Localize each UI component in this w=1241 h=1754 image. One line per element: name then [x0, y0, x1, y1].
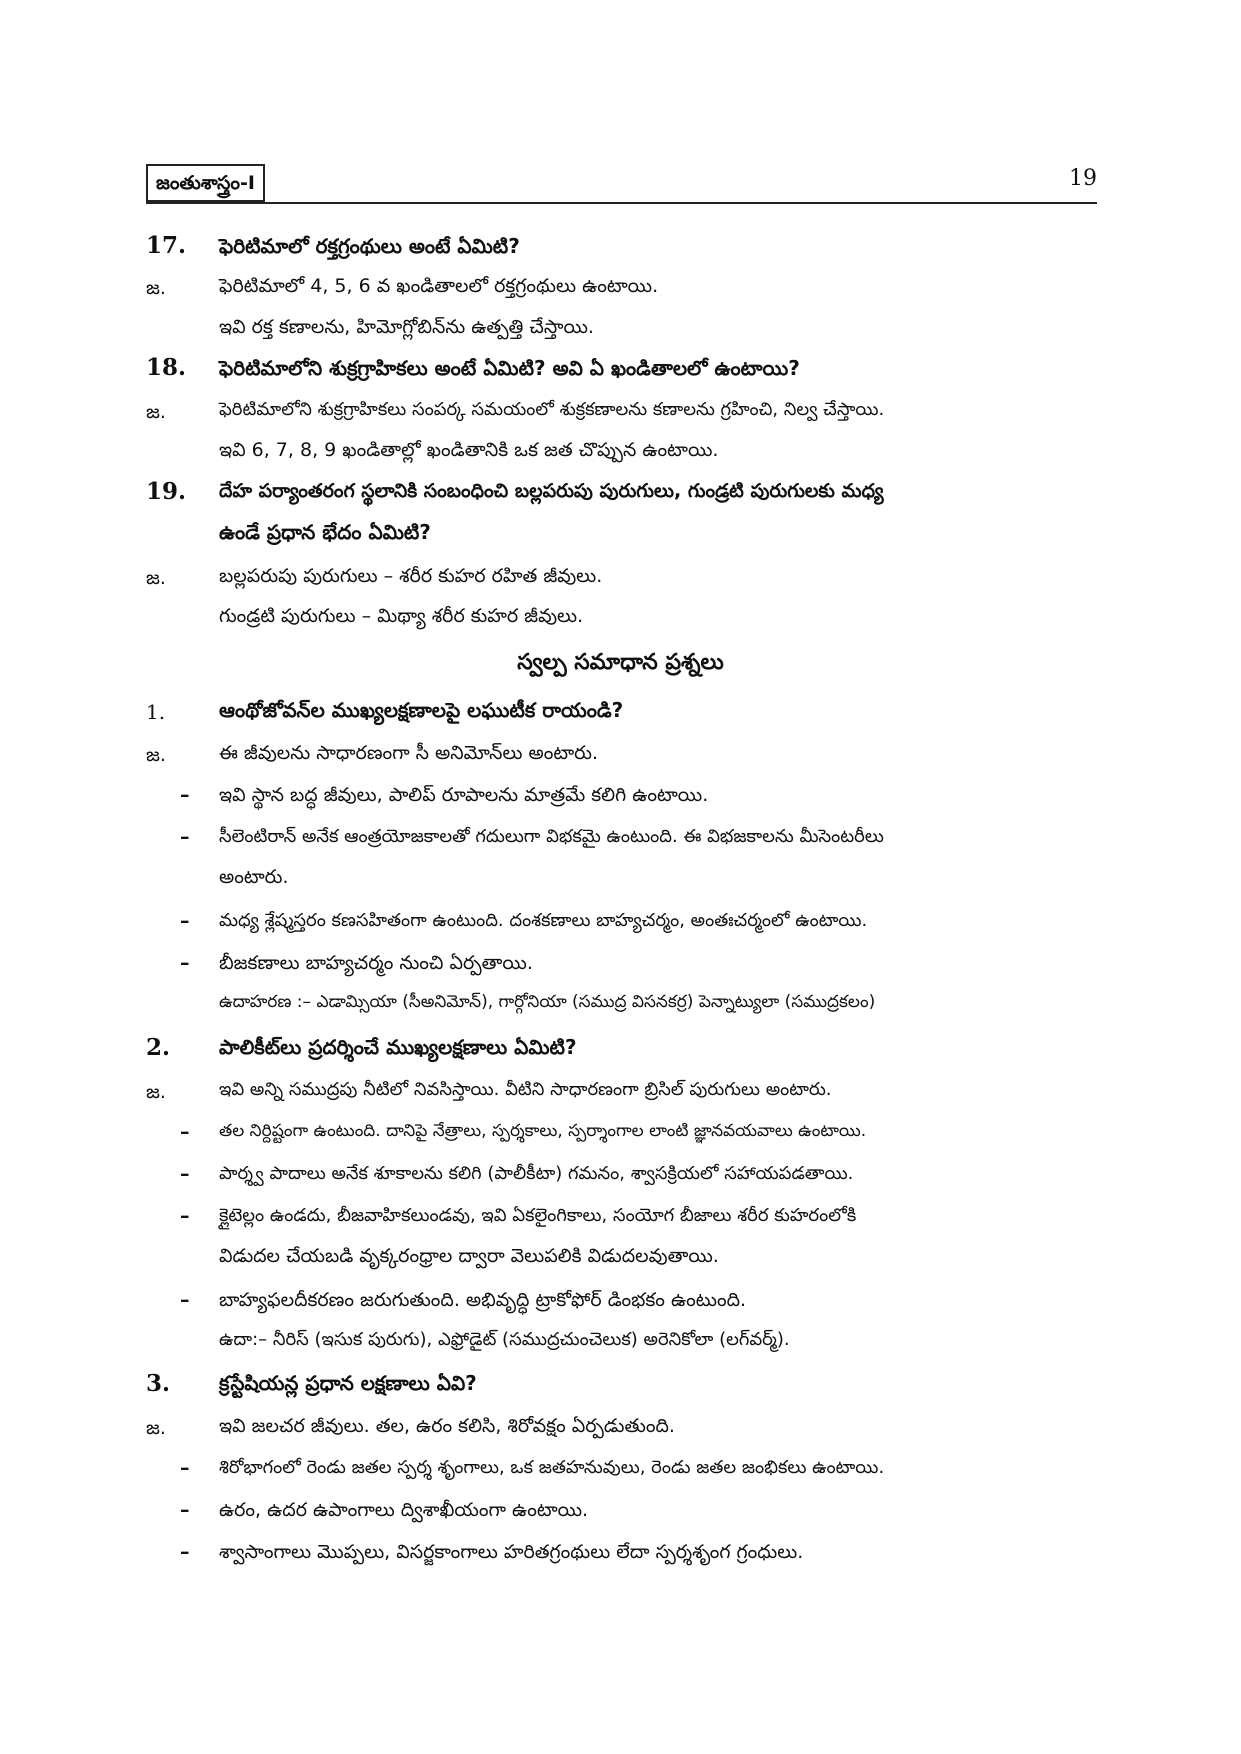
answer-label: జ.	[146, 744, 166, 766]
answer-label: జ.	[146, 1417, 166, 1439]
bullet-point: అంటారు.	[219, 866, 289, 888]
bullet-point: సీలెంటిరాన్ అనేక ఆంత్రయోజకాలతో గదులుగా విభకమై ఉంటుంది. ఈ విభజకాలను మీసెంటరీలు	[219, 826, 884, 847]
answer-intro: ఇవి జలచర జీవులు. తల, ఉరం కలిసి, శిరోవక్షం ఏర్పడుతుంది.	[219, 1415, 675, 1437]
answer-label: జ.	[146, 277, 166, 299]
bullet-point: విడుదల చేయబడి వృక్కరంధ్రాల ద్వారా వెలుపలికి విడుదలవుతాయి.	[219, 1245, 719, 1267]
bullet-point: మధ్య శ్లేష్మస్తరం కణసహితంగా ఉంటుంది. దంశకణాలు బాహ్యచర్మం, అంతఃచర్మంలో ఉంటాయి.	[219, 910, 868, 931]
answer-label: జ.	[146, 401, 166, 423]
question-text: దేహ పర్యాంతరంగ స్థలానికి సంబంధించి బల్లపరుపు పురుగులు, గుండ్రటి పురుగులకు మధ్య	[219, 480, 884, 502]
bullet-dash: –	[180, 1289, 190, 1311]
answer-label: జ.	[146, 567, 166, 589]
bullet-dash: –	[180, 1163, 190, 1185]
answer-intro: ఈ జీవులను సాధారణంగా సీ అనిమోన్‌లు అంటారు.	[219, 742, 599, 764]
page-number: 19	[1069, 166, 1097, 191]
answer-line: ఫెరిటిమాలోని శుక్రగ్రాహికలు సంపర్క సమయంలో శుక్రకణాలను కణాలను గ్రహించి, నిల్వ చేస్తాయి.	[219, 399, 885, 420]
bullet-dash: –	[180, 784, 190, 806]
question-number: 19.	[146, 478, 187, 505]
bullet-point: తల నిర్దిష్టంగా ఉంటుంది. దానిపై నేత్రాలు, స్పర్శకాలు, స్పర్శాంగాల లాంటి జ్ఞానవయవాలు ఉంటాయి.	[219, 1121, 867, 1141]
section-title: స్వల్ప సమాధాన ప్రశ్నలు	[517, 650, 724, 675]
answer-line: ఇవి 6, 7, 8, 9 ఖండితాల్లో ఖండితానికి ఒక జత చొప్పున ఉంటాయి.	[219, 439, 719, 461]
bullet-point: బాహ్యఫలదీకరణం జరుగుతుంది. అభివృద్ధి ట్రాకోఫోర్ డింభకం ఉంటుంది.	[219, 1289, 747, 1311]
chapter-title: జంతుశాస్త్రం-I	[146, 164, 265, 202]
bullet-point: బీజకణాలు బాహ్యచర్మం నుంచి ఏర్పతాయి.	[219, 952, 533, 974]
bullet-dash: –	[180, 1121, 190, 1143]
question-number: 2.	[146, 1034, 171, 1061]
answer-line: ఫెరిటిమాలో 4, 5, 6 వ ఖండితాలలో రక్తగ్రంథులు ఉంటాయి.	[219, 275, 659, 297]
answer-line: బల్లపరుపు పురుగులు – శరీర కుహర రహిత జీవులు.	[219, 565, 603, 587]
bullet-dash: –	[180, 1205, 190, 1227]
question-text: ఉండే ప్రధాన భేదం ఏమిటి?	[219, 520, 431, 544]
bullet-dash: –	[180, 952, 190, 974]
question-number: 18.	[146, 354, 187, 381]
example-line: ఉదాహరణ :– ఎడామ్సియా (సీఅనిమోన్), గార్గోనియా (సముద్ర విసనకర్ర) పెన్నాట్యులా (సముద్రకలం)	[219, 992, 876, 1012]
page-header	[146, 164, 1097, 204]
question-number: 17.	[146, 232, 187, 259]
bullet-point: క్లైటెల్లం ఉండదు, బీజవాహికలుండవు, ఇవి ఏకలైంగికాలు, సంయోగ బీజాలు శరీర కుహరంలోకి	[219, 1205, 857, 1226]
bullet-point: ఇవి స్థాన బద్ధ జీవులు, పాలిప్ రూపాలను మాత్రమే కలిగి ఉంటాయి.	[219, 784, 709, 806]
bullet-dash: –	[180, 1457, 190, 1479]
bullet-dash: –	[180, 910, 190, 932]
bullet-dash: –	[180, 1541, 190, 1563]
example-line: ఉదా:– నీరిస్ (ఇసుక పురుగు), ఎఫ్రోడైట్ (సముద్రచుంచెలుక) అరెనికోలా (లగ్‌వర్మ్).	[219, 1329, 790, 1350]
question-number: 1.	[146, 700, 166, 724]
bullet-dash: –	[180, 826, 190, 848]
answer-line: ఇవి రక్త కణాలను, హిమోగ్లోబిన్‌ను ఉత్పత్తి చేస్తాయి.	[219, 316, 594, 338]
answer-line: గుండ్రటి పురుగులు – మిథ్యా శరీర కుహర జీవులు.	[219, 605, 584, 627]
bullet-dash: –	[180, 1499, 190, 1521]
question-text: పాలికీట్‌లు ప్రదర్శించే ముఖ్యలక్షణాలు ఏమిటి?	[219, 1035, 577, 1059]
question-text: క్రస్టేషియన్ల ప్రధాన లక్షణాలు ఏవి?	[219, 1371, 477, 1395]
bullet-point: ఉరం, ఉదర ఉపాంగాలు ద్విశాఖీయంగా ఉంటాయి.	[219, 1499, 589, 1521]
question-number: 3.	[146, 1370, 171, 1397]
answer-label: జ.	[146, 1081, 166, 1103]
answer-intro: ఇవి అన్ని సముద్రపు నీటిలో నివసిస్తాయి. వీటిని సాధారణంగా బ్రిసిల్ పురుగులు అంటారు.	[219, 1079, 832, 1100]
question-text: ఆంథోజోవన్‌ల ముఖ్యలక్షణాలపై లఘుటీక రాయండి?	[219, 698, 624, 722]
bullet-point: పార్శ్వ పాదాలు అనేక శూకాలను కలిగి (పాలీకీటా) గమనం, శ్వాసక్రియలో సహాయపడతాయి.	[219, 1163, 854, 1184]
bullet-point: శిరోభాగంలో రెండు జతల స్పర్శ శృంగాలు, ఒక జతహనువులు, రెండు జతల జంభికలు ఉంటాయి.	[219, 1457, 885, 1478]
bullet-point: శ్వాసాంగాలు మొప్పలు, విసర్జకాంగాలు హరితగ్రంథులు లేదా స్పర్శశృంగ గ్రంధులు.	[219, 1541, 804, 1563]
question-text: ఫెరిటిమాలోని శుక్రగ్రాహికలు అంటే ఏమిటి? అవి ఏ ఖండితాలలో ఉంటాయి?	[219, 356, 800, 380]
question-text: ఫెరిటిమాలో రక్తగ్రంథులు అంటే ఏమిటి?	[219, 234, 520, 258]
